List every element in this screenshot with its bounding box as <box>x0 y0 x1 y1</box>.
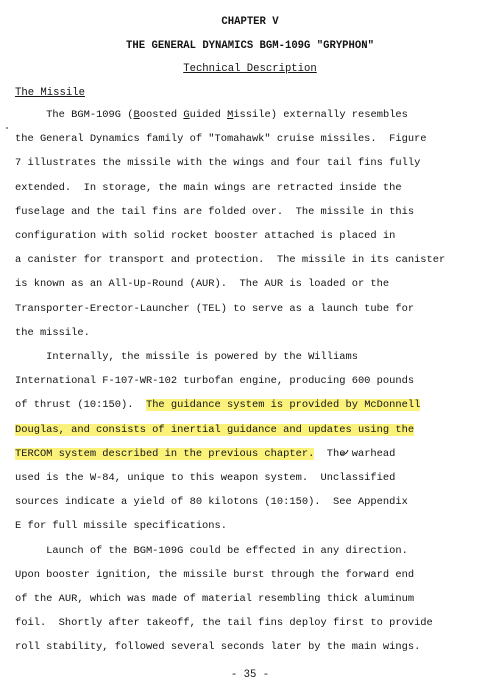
page-number: - 35 - <box>230 668 270 681</box>
paragraph-3-line-1: Launch of the BGM-109G could be effected in any direction. <box>15 544 408 557</box>
underlined-letter: B <box>133 109 140 121</box>
paragraph-1-line-9: Transporter-Erector-Launcher (TEL) to serve as a launch tube for <box>15 302 415 315</box>
paragraph-1-line-1 <box>15 108 408 122</box>
paragraph-1-line-10: the missile. <box>15 326 90 339</box>
paragraph-2-line-4 <box>15 423 414 437</box>
text-run: The warhead <box>314 447 396 460</box>
underlined-letter: G <box>183 109 190 121</box>
text-run: of thrust (10:150). <box>15 399 146 412</box>
paragraph-3-line-2: Upon booster ignition, the missile burst through the forward end <box>15 568 415 581</box>
section-heading: The Missile <box>15 87 85 99</box>
paragraph-1-line-8: is known as an All-Up-Round (AUR). The AUR is loaded or the <box>15 278 390 291</box>
highlighted-text: Douglas, and consists of inertial guidance and updates using the <box>15 423 415 436</box>
paragraph-1-line-5: fuselage and the tail fins are folded over. The missile in this <box>15 205 415 218</box>
paragraph-2-line-1: Internally, the missile is powered by the Williams <box>15 351 358 363</box>
text-run: oosted <box>139 109 184 121</box>
text-run: issile) externally resembles <box>233 109 408 121</box>
paragraph-1-line-3: 7 illustrates the missile with the wings and four tail fins fully <box>15 157 421 170</box>
paragraph-2-line-6: used is the W-84, unique to this weapon system. Unclassified <box>15 472 396 484</box>
scan-speck <box>6 127 8 129</box>
highlighted-text: The guidance system is provided by McDonnell <box>145 399 421 412</box>
paragraph-2-line-8: E for full missile specifications. <box>15 520 228 533</box>
section-subtitle <box>0 63 500 75</box>
paragraph-2-line-2: International F-107-WR-102 turbofan engine, producing 600 pounds <box>15 375 415 388</box>
paragraph-1-line-4: extended. In storage, the main wings are retracted inside the <box>15 181 402 194</box>
paragraph-2-line-3 <box>15 398 420 412</box>
chapter-heading: CHAPTER V <box>221 16 279 28</box>
paragraph-2-line-7: sources indicate a yield of 80 kilotons (10:150). See Appendix <box>15 496 408 509</box>
paragraph-1-line-7: a canister for transport and protection. The missile in its canister <box>15 254 446 267</box>
paragraph-3-line-5: roll stability, followed several seconds later by the main wings. <box>15 641 421 654</box>
subtitle-text: Technical Description <box>183 63 317 75</box>
text-run: The BGM-109G ( <box>15 109 134 121</box>
paragraph-3-line-3: of the AUR, which was made of material resembling thick aluminum <box>15 593 415 605</box>
paragraph-1-line-6: configuration with solid rocket booster attached is placed in <box>15 230 396 242</box>
pen-mark-icon <box>340 448 350 458</box>
document-title: THE GENERAL DYNAMICS BGM-109G "GRYPHON" <box>126 40 374 52</box>
paragraph-3-line-4: foil. Shortly after takeoff, the tail fins deploy first to provide <box>15 617 433 630</box>
text-run: uided <box>189 109 228 121</box>
highlighted-text: TERCOM system described in the previous chapter. <box>15 447 315 460</box>
paragraph-2-line-5 <box>15 447 395 461</box>
underlined-letter: M <box>227 109 234 121</box>
paragraph-1-line-2: the General Dynamics family of "Tomahawk" cruise missiles. Figure <box>15 133 427 146</box>
